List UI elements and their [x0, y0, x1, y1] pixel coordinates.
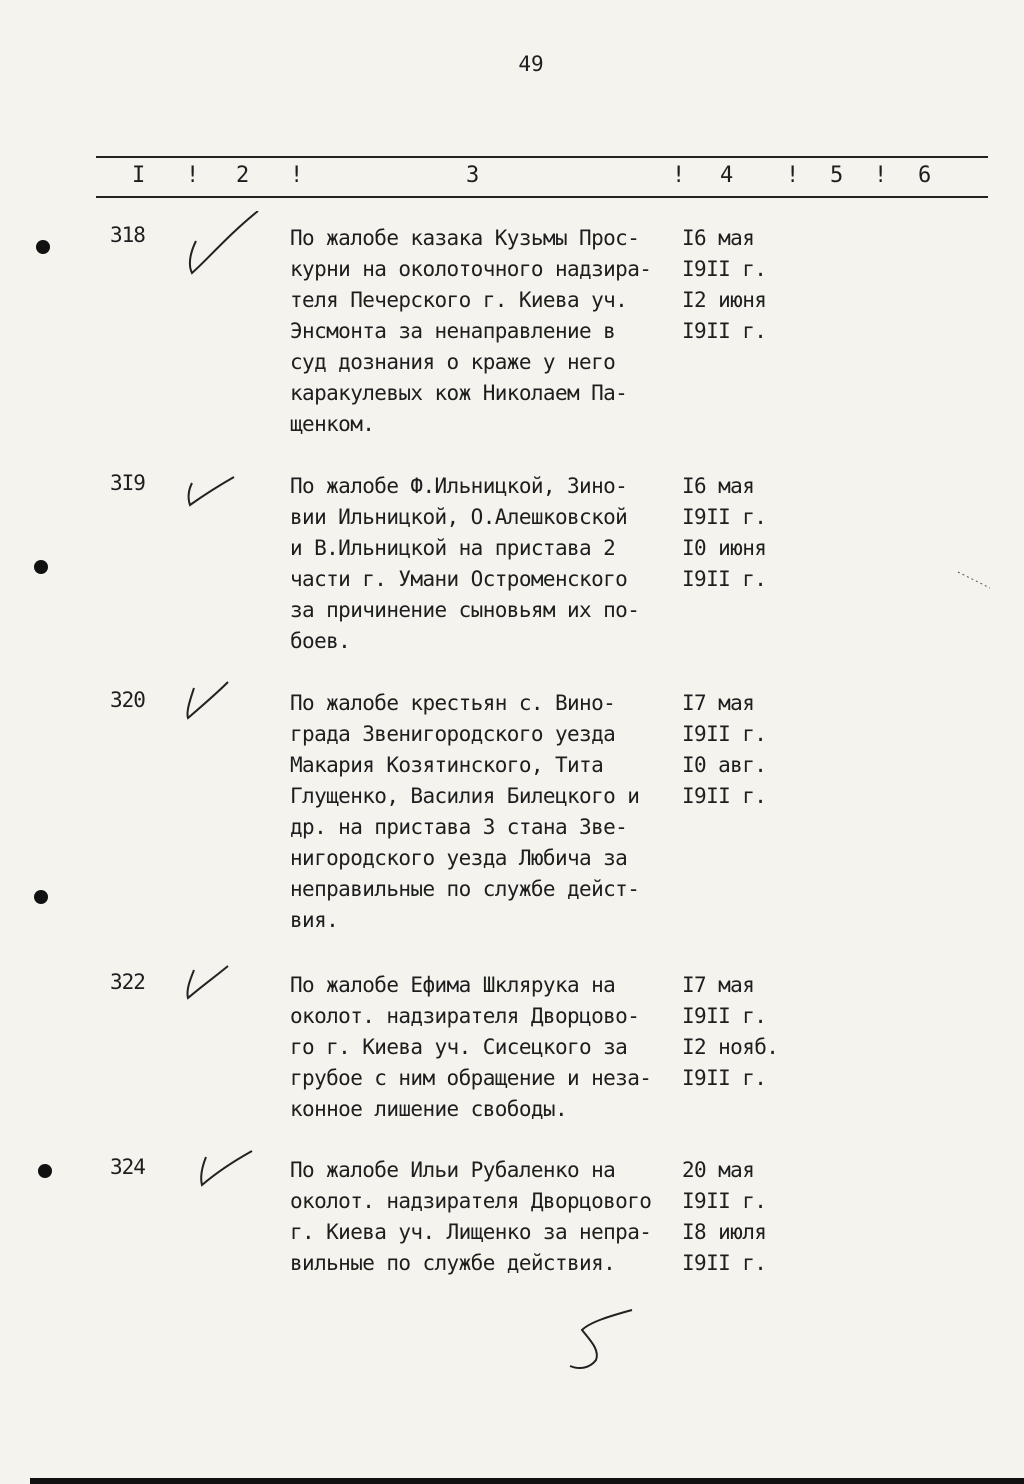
table-header-top-rule [96, 156, 988, 158]
entry-description: По жалобе Ефима Шклярука на околот. надзирателя Дворцово- го г. Киева уч. Сисецкого за грубое с ним обращение и неза- конное лишение свободы. [290, 973, 652, 1121]
header-col-6: 6 [918, 163, 932, 188]
entry-description: По жалобе Ф.Ильницкой, Зино- вии Ильницкой, О.Алешковской и В.Ильницкой на пристава 2 части г. Умани Остроменского за причинение сыновьям их по- боев. [290, 474, 640, 653]
punch-hole [36, 240, 50, 254]
checkmark-icon [182, 465, 272, 525]
table-header-bottom-rule [96, 196, 988, 198]
header-separator: ! [290, 163, 304, 188]
header-col-4: 4 [720, 163, 734, 188]
entry-number: 3I9 [110, 471, 145, 495]
entry-number: 320 [110, 688, 145, 712]
header-col-2: 2 [236, 163, 250, 188]
checkmark-icon [182, 674, 272, 744]
stray-marks [938, 560, 1008, 600]
header-separator: ! [186, 163, 200, 188]
checkmark-icon [182, 211, 272, 291]
entry-description: По жалобе крестьян с. Вино- града Звенигородского уезда Макария Козятинского, Тита Глущенко, Василия Билецкого и др. на пристава 3 стана Зве- нигородского уезда Любича за неправильные по службе дейст- вия. [290, 691, 640, 932]
entry-dates: I6 мая I9II г. I2 июня I9II г. [682, 226, 767, 343]
checkmark-icon [182, 960, 272, 1020]
header-separator: ! [874, 163, 888, 188]
entry-dates: 20 мая I9II г. I8 июля I9II г. [682, 1158, 767, 1275]
entry-number: 324 [110, 1155, 145, 1179]
header-col-5: 5 [830, 163, 844, 188]
header-separator: ! [786, 163, 800, 188]
entry-description: По жалобе Ильи Рубаленко на околот. надзирателя Дворцового г. Киева уч. Лищенко за непра- вильные по службе действия. [290, 1158, 652, 1275]
header-col-1: I [132, 163, 146, 188]
entry-number: 318 [110, 223, 145, 247]
punch-hole [34, 890, 48, 904]
entry-dates: I6 мая I9II г. I0 июня I9II г. [682, 474, 767, 591]
handwritten-numeral [560, 1300, 640, 1380]
bottom-edge [30, 1478, 1024, 1484]
entry-description: По жалобе казака Кузьмы Прос- курни на околоточного надзира- теля Печерского г. Киева уч. Энсмонта за ненаправление в суд дознания о краже у него каракулевых кож Николаем Па- щенком. [290, 226, 652, 436]
checkmark-icon [196, 1147, 286, 1207]
entry-number: 322 [110, 970, 145, 994]
header-col-3: 3 [466, 163, 480, 188]
header-separator: ! [672, 163, 686, 188]
entry-dates: I7 мая I9II г. I0 авг. I9II г. [682, 691, 767, 808]
entry-dates: I7 мая I9II г. I2 нояб. I9II г. [682, 973, 779, 1090]
punch-hole [38, 1164, 52, 1178]
page-number: 49 [518, 52, 544, 76]
punch-hole [34, 560, 48, 574]
